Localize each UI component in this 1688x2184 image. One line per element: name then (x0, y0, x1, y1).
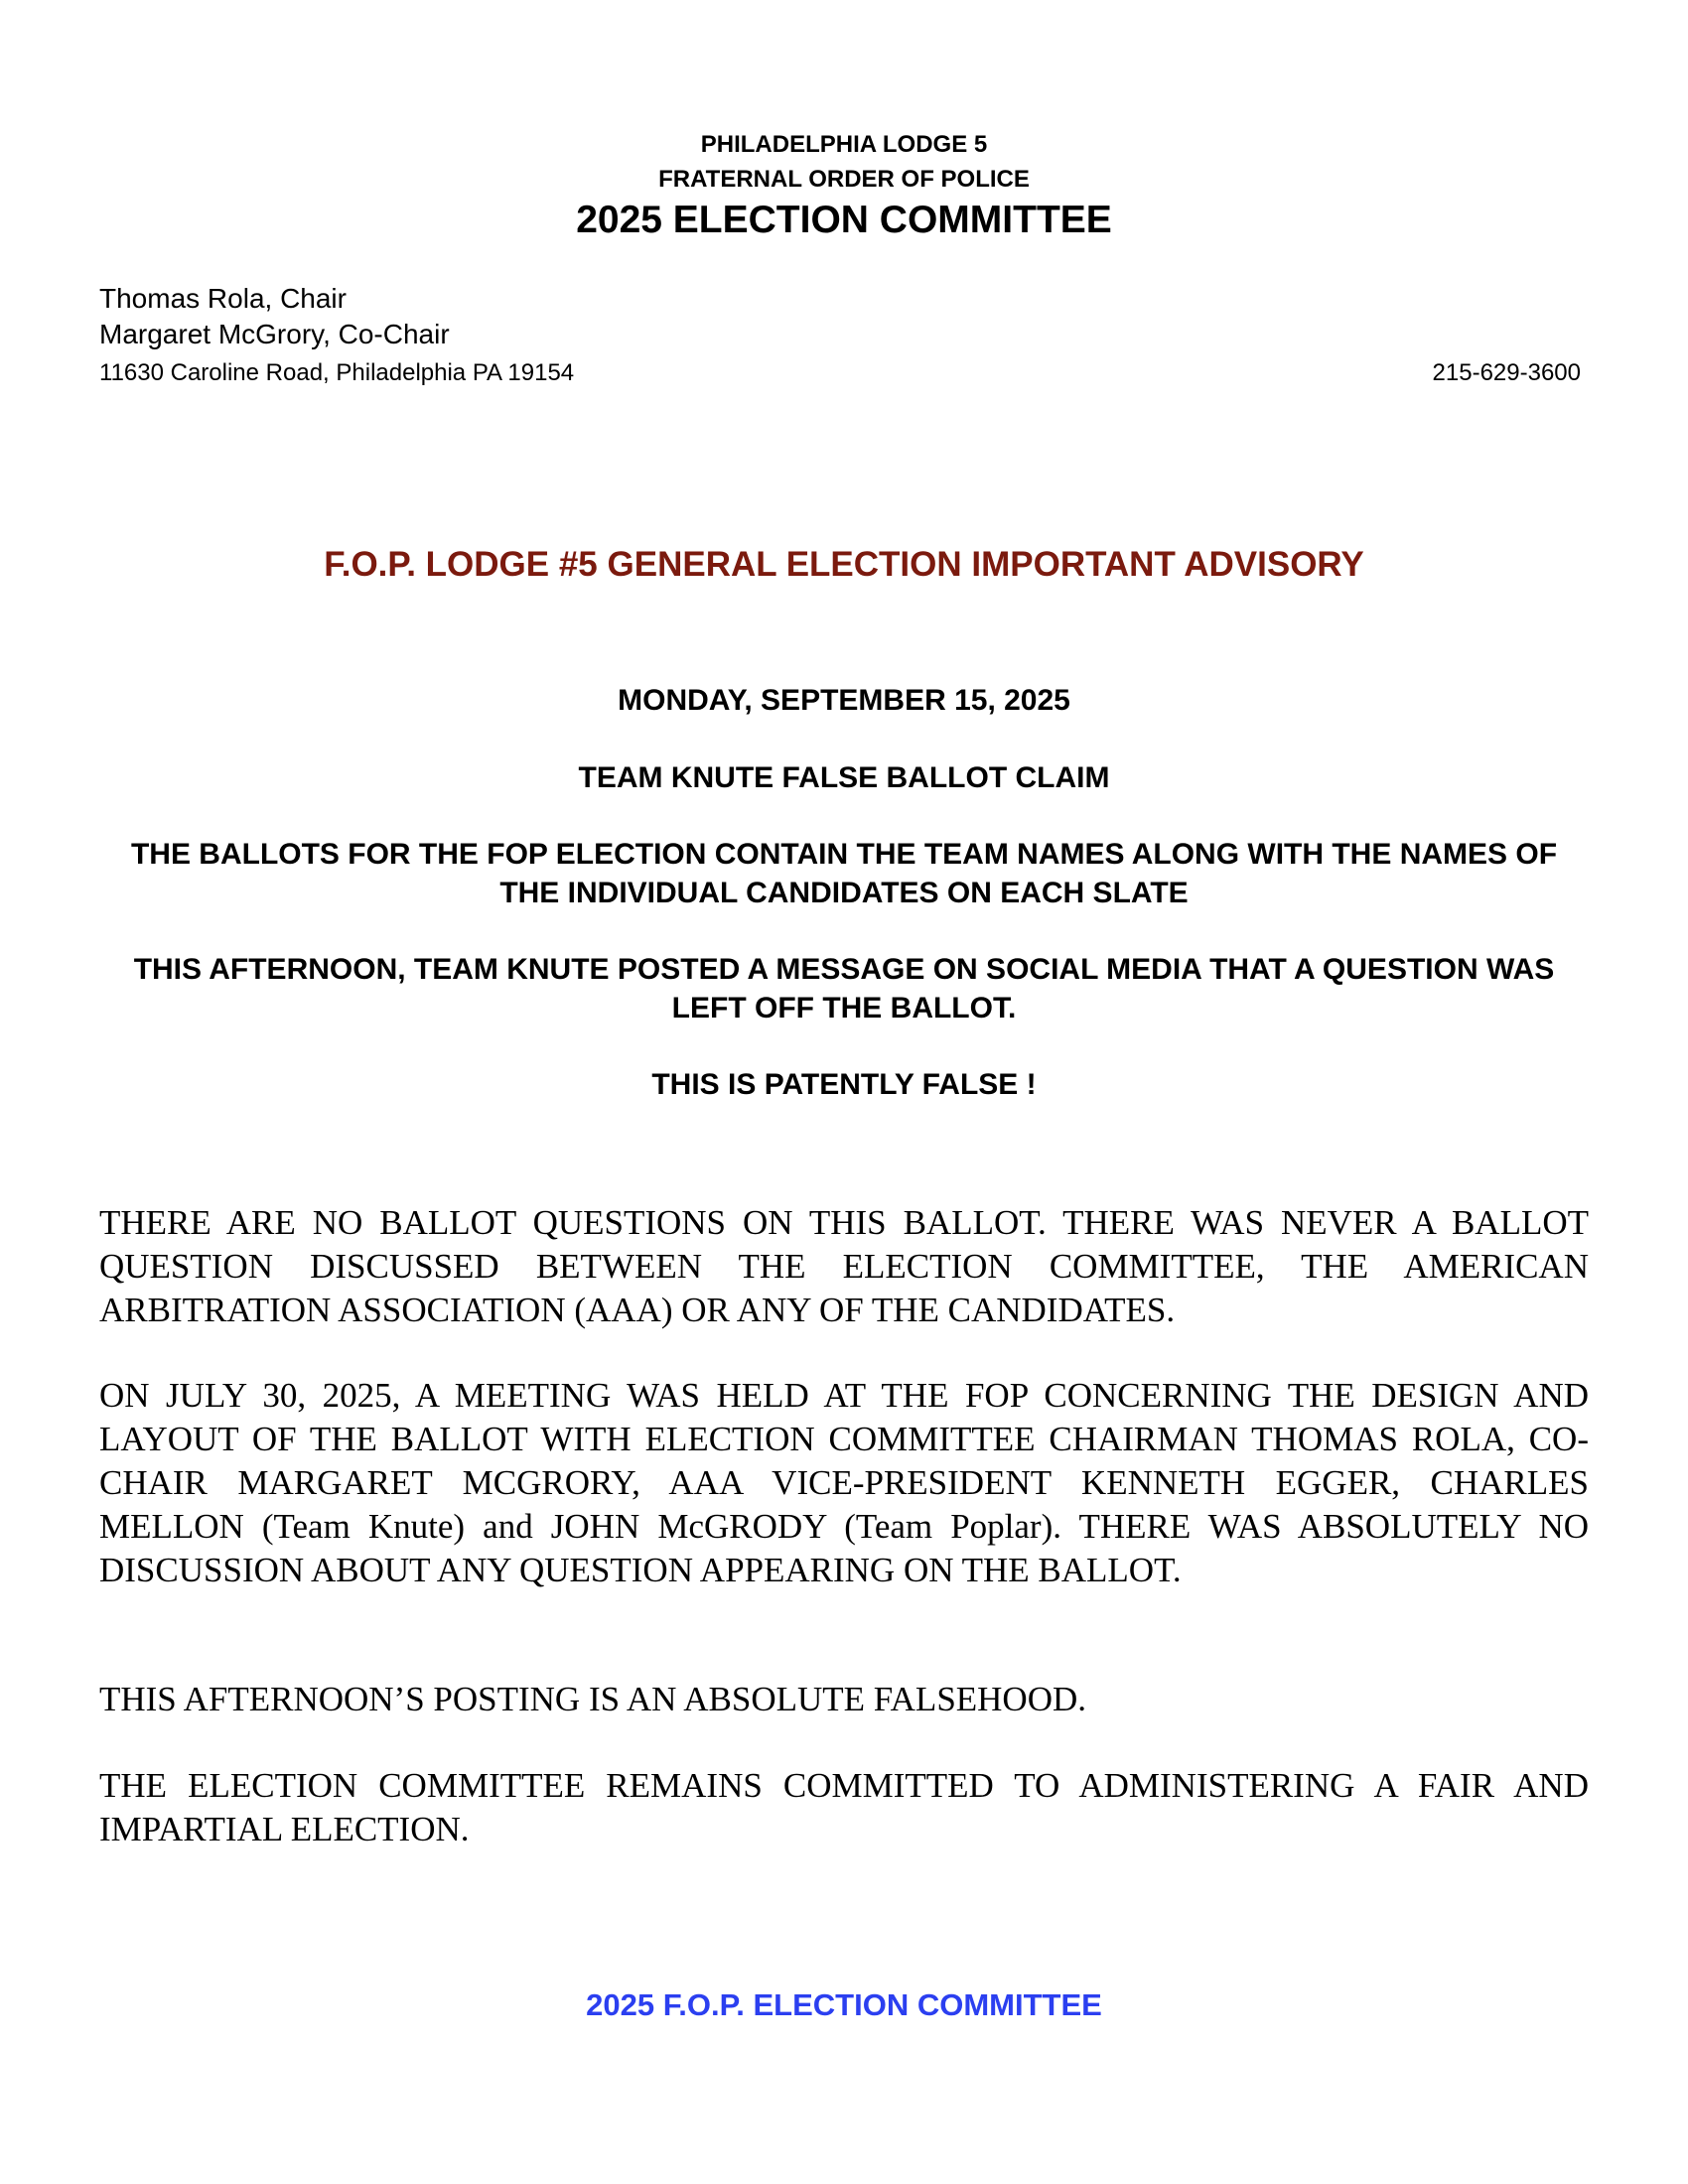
claim-heading: TEAM KNUTE FALSE BALLOT CLAIM (578, 761, 1110, 794)
afternoon-note: THIS AFTERNOON, TEAM KNUTE POSTED A MESSAGE ON SOCIAL MEDIA THAT A QUESTION WAS LEFT OFF THE BALLOT. (133, 953, 1555, 1024)
committee-signature: 2025 F.O.P. ELECTION COMMITTEE (586, 1987, 1102, 2022)
body-paragraph-2: ON JULY 30, 2025, A MEETING WAS HELD AT THE FOP CONCERNING THE DESIGN AND LAYOUT OF THE BALLOT WITH ELECTION COMMITTEE CHAIRMAN THOMAS ROLA, CO-CHAIR MARGARET MCGRORY, AAA VICE-PRESIDENT KENNETH EGGER, CHARLES MELLON (Team Knute) and JOHN McGRODY (Team Poplar). THERE WAS ABSOLUTELY NO DISCUSSION ABOUT ANY QUESTION APPEARING ON THE BALLOT. (99, 1376, 1589, 1589)
chair-name: Thomas Rola, Chair (99, 283, 347, 314)
false-claim-note: THIS IS PATENTLY FALSE ! (651, 1068, 1037, 1101)
ballots-note: THE BALLOTS FOR THE FOP ELECTION CONTAIN THE TEAM NAMES ALONG WITH THE NAMES OF THE INDIVIDUAL CANDIDATES ON EACH SLATE (130, 838, 1558, 909)
org-name-line2: FRATERNAL ORDER OF POLICE (658, 166, 1030, 193)
org-name-line1: PHILADELPHIA LODGE 5 (700, 131, 988, 158)
advisory-title: F.O.P. LODGE #5 GENERAL ELECTION IMPORTANT ADVISORY (324, 545, 1364, 584)
phone-number: 215-629-3600 (1432, 359, 1581, 386)
body-paragraph-4: THE ELECTION COMMITTEE REMAINS COMMITTED TO ADMINISTERING A FAIR AND IMPARTIAL ELECTION. (99, 1766, 1589, 1848)
committee-title: 2025 ELECTION COMMITTEE (576, 199, 1112, 241)
body-paragraph-1: THERE ARE NO BALLOT QUESTIONS ON THIS BALLOT. THERE WAS NEVER A BALLOT QUESTION DISCUSSED BETWEEN THE ELECTION COMMITTEE, THE AMERICAN ARBITRATION ASSOCIATION (AAA) OR ANY OF THE CANDIDATES. (99, 1203, 1589, 1329)
advisory-date: MONDAY, SEPTEMBER 15, 2025 (618, 684, 1070, 717)
mailing-address: 11630 Caroline Road, Philadelphia PA 19154 (99, 359, 575, 386)
cochair-name: Margaret McGrory, Co-Chair (99, 319, 450, 349)
body-paragraph-3: THIS AFTERNOON’S POSTING IS AN ABSOLUTE FALSEHOOD. (99, 1680, 1087, 1718)
